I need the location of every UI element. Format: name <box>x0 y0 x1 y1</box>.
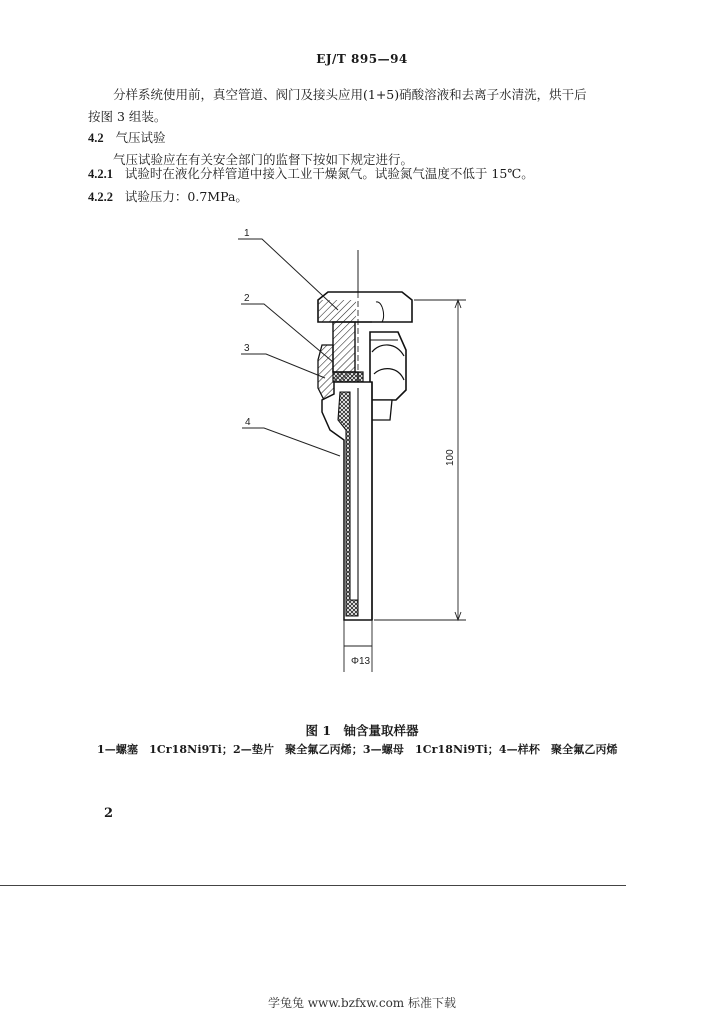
gasket <box>333 372 363 382</box>
section-number: 4.2 <box>88 131 104 145</box>
figure-caption: 图 1 铀含量取样器 <box>305 723 419 738</box>
callout-label: 3 <box>244 343 250 354</box>
callout-label: 2 <box>244 293 250 304</box>
dimension-diameter-label: Φ13 <box>351 656 371 667</box>
clause-text: 试验压力：0.7MPa。 <box>124 189 248 204</box>
standard-header: EJ/T 895—94 <box>316 52 408 66</box>
callout-label: 1 <box>244 228 250 239</box>
site-footer: 学兔兔 www.bzfxw.com 标准下载 <box>267 996 457 1010</box>
footer-rule <box>0 885 626 886</box>
section-title: 气压试验 <box>115 130 166 145</box>
clause-number: 4.2.2 <box>88 190 113 204</box>
paragraph-line: 按图 3 组装。 <box>88 109 167 124</box>
clause-number: 4.2.1 <box>88 167 113 181</box>
paragraph-line: 分样系统使用前，真空管道、阀门及接头应用(1+5)硝酸溶液和去离子水清洗，烘干后 <box>113 87 587 102</box>
clause-text: 试验时在液化分样管道中接入工业干燥氮气。试验氮气温度不低于 15℃。 <box>124 166 534 181</box>
sample-cup <box>322 382 372 620</box>
callout-label: 4 <box>245 417 251 428</box>
dimension-height-label: 100 <box>445 449 456 466</box>
page-number: 2 <box>104 806 114 821</box>
paragraph-line: 气压试验应在有关安全部门的监督下按如下规定进行。 <box>113 152 414 167</box>
figure-legend: 1—螺塞 1Cr18Ni9Ti；2—垫片 聚全氟乙丙烯；3—螺母 1Cr18Ni9Ti；4—样杯 聚全氟乙丙烯 <box>97 743 618 756</box>
